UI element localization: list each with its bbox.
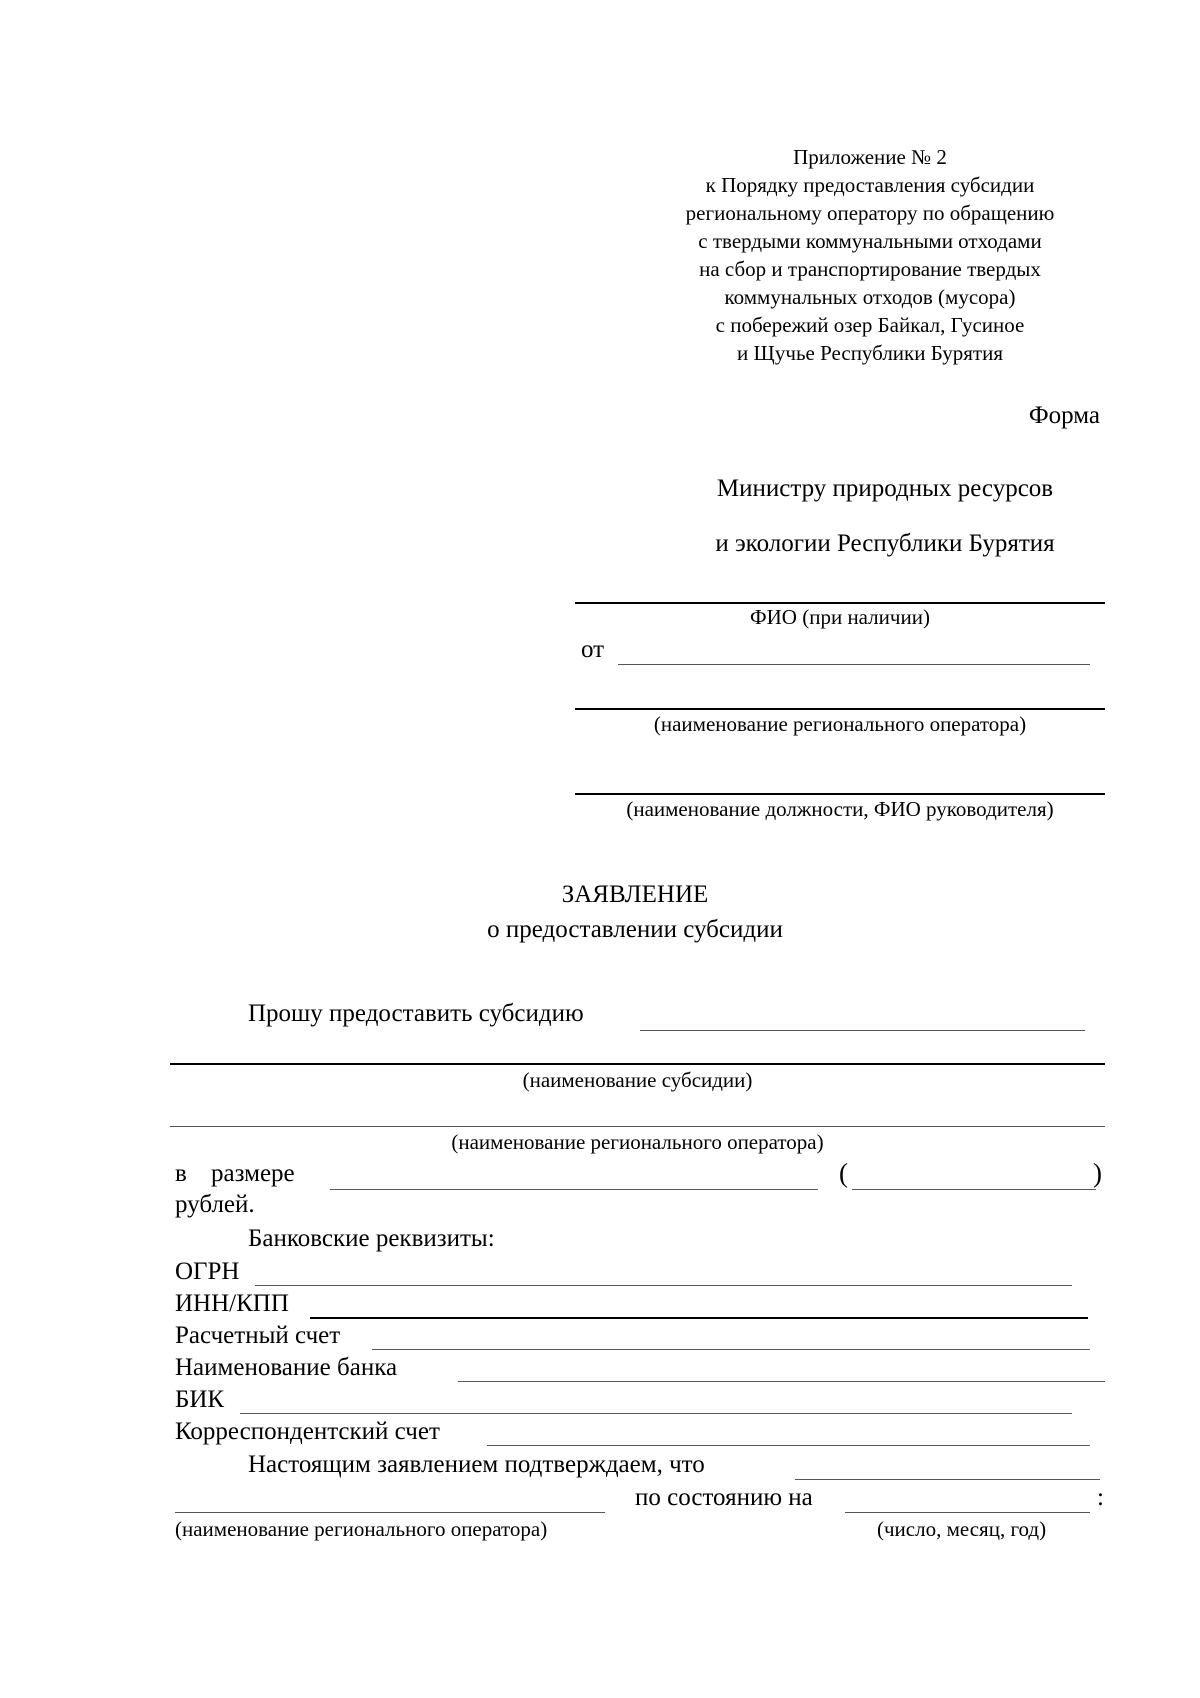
ogrn-label: ОГРН	[175, 1258, 240, 1285]
as-of-date-line[interactable]	[845, 1512, 1090, 1513]
document-title	[0, 877, 1200, 947]
inn-kpp-label: ИНН/КПП	[175, 1290, 289, 1317]
title-text: ЗАЯВЛЕНИЕ	[561, 881, 709, 908]
corr-account-field-line[interactable]	[487, 1445, 1090, 1446]
appendix-line: коммунальных отходов (мусора)	[724, 285, 1016, 309]
fio-field-line[interactable]	[575, 602, 1105, 604]
fio-caption: ФИО (при наличии)	[750, 605, 930, 629]
appendix-line: и Щучье Республики Бурятия	[736, 341, 1003, 365]
subsidy-caption: (наименование субсидии)	[522, 1068, 753, 1092]
bik-field-line[interactable]	[240, 1413, 1072, 1414]
bik-label: БИК	[175, 1386, 225, 1413]
confirmation-field-line[interactable]	[795, 1479, 1100, 1480]
appendix-header	[640, 143, 1100, 367]
as-of-label: по состоянию на	[635, 1484, 813, 1511]
operator-caption: (наименование регионального оператора)	[653, 712, 1027, 736]
subtitle-text: о предоставлении субсидии	[487, 916, 783, 943]
confirmation-operator-caption: (наименование регионального оператора)	[175, 1517, 548, 1541]
account-field-line[interactable]	[372, 1349, 1090, 1350]
amount-prefix-in: в	[175, 1160, 187, 1187]
appendix-line: региональному оператору по обращению	[685, 201, 1055, 225]
appendix-line: на сбор и транспортирование твердых	[699, 257, 1041, 281]
bank-details-heading: Банковские реквизиты:	[248, 1225, 495, 1252]
request-operator-line[interactable]	[170, 1126, 1105, 1127]
date-caption: (число, месяц, год)	[877, 1517, 1047, 1541]
ogrn-field-line[interactable]	[255, 1285, 1072, 1286]
confirmation-text: Настоящим заявлением подтверждаем, что	[248, 1451, 705, 1478]
form-label: Форма	[1028, 402, 1100, 429]
appendix-line: с твердыми коммунальными отходами	[698, 229, 1042, 253]
position-field-line[interactable]	[575, 793, 1105, 795]
appendix-line: с побережий озер Байкал, Гусиное	[715, 313, 1025, 337]
amount-prefix-size: размере	[211, 1160, 295, 1187]
subsidy-field-line[interactable]	[640, 1030, 1085, 1031]
account-label: Расчетный счет	[175, 1322, 341, 1349]
bank-name-label: Наименование банка	[175, 1354, 398, 1381]
addressee-line-1: Министру природных ресурсов	[716, 475, 1054, 502]
addressee-line-2: и экологии Республики Бурятия	[715, 530, 1055, 557]
bank-name-field-line[interactable]	[458, 1381, 1105, 1382]
appendix-line: Приложение № 2	[793, 145, 947, 169]
from-field-line[interactable]	[618, 664, 1090, 665]
confirmation-operator-line[interactable]	[175, 1512, 605, 1513]
amount-figures-line[interactable]	[330, 1189, 818, 1190]
request-text: Прошу предоставить субсидию	[248, 1000, 584, 1027]
inn-kpp-field-line[interactable]	[310, 1317, 1088, 1319]
currency-label: рублей.	[175, 1191, 255, 1218]
colon-mark: :	[1097, 1484, 1104, 1511]
addressee-block	[660, 461, 1110, 571]
amount-paren-open: (	[839, 1158, 848, 1188]
request-operator-caption: (наименование регионального оператора)	[451, 1130, 824, 1154]
subsidy-name-line[interactable]	[170, 1063, 1105, 1065]
appendix-line: к Порядку предоставления субсидии	[705, 173, 1035, 197]
position-caption: (наименование должности, ФИО руководителя)	[626, 797, 1054, 821]
amount-paren-close: )	[1093, 1158, 1102, 1188]
corr-account-label: Корреспондентский счет	[175, 1418, 440, 1445]
amount-words-line[interactable]	[852, 1189, 1096, 1190]
operator-field-line[interactable]	[575, 708, 1105, 710]
from-label: от	[581, 636, 605, 663]
